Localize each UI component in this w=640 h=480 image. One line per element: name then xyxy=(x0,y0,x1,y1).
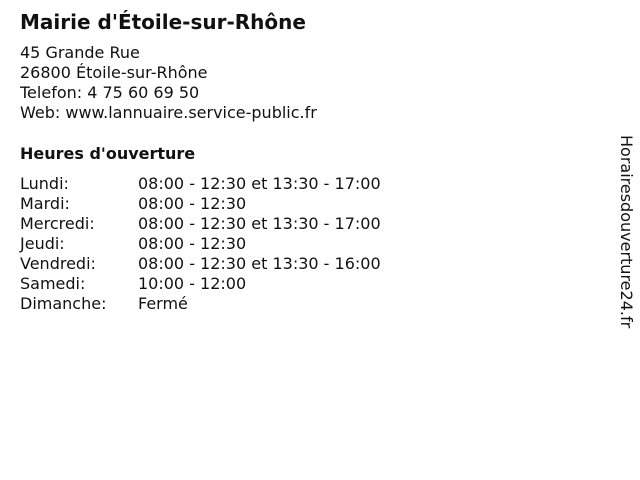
hours-row-samedi xyxy=(20,274,381,294)
hours-row-vendredi xyxy=(20,254,381,274)
hours-row-jeudi xyxy=(20,234,381,254)
time-value: 08:00 - 12:30 xyxy=(138,194,247,213)
hours-row-mardi xyxy=(20,194,381,214)
opening-hours-list xyxy=(20,174,381,314)
day-label: Jeudi: xyxy=(20,234,65,253)
site-watermark: Horairesdouverture24.fr xyxy=(617,135,636,329)
time-value: 08:00 - 12:30 et 13:30 - 17:00 xyxy=(138,174,381,193)
city-address: 26800 Étoile-sur-Rhône xyxy=(20,63,208,82)
page-title: Mairie d'Étoile-sur-Rhône xyxy=(20,10,306,34)
day-label: Mardi: xyxy=(20,194,70,213)
day-label: Mercredi: xyxy=(20,214,95,233)
address-block xyxy=(20,43,317,123)
hours-row-dimanche xyxy=(20,294,381,314)
time-value: 08:00 - 12:30 et 13:30 - 16:00 xyxy=(138,254,381,273)
time-value: 08:00 - 12:30 et 13:30 - 17:00 xyxy=(138,214,381,233)
opening-hours-title: Heures d'ouverture xyxy=(20,144,196,163)
time-value: Fermé xyxy=(138,294,188,313)
day-label: Lundi: xyxy=(20,174,69,193)
phone-number: Telefon: 4 75 60 69 50 xyxy=(20,83,200,102)
hours-row-lundi xyxy=(20,174,381,194)
day-label: Dimanche: xyxy=(20,294,107,313)
website-text: Web: www.lannuaire.service-public.fr xyxy=(20,103,317,122)
day-label: Samedi: xyxy=(20,274,86,293)
street-address: 45 Grande Rue xyxy=(20,43,140,62)
time-value: 10:00 - 12:00 xyxy=(138,274,247,293)
hours-row-mercredi xyxy=(20,214,381,234)
time-value: 08:00 - 12:30 xyxy=(138,234,247,253)
day-label: Vendredi: xyxy=(20,254,96,273)
